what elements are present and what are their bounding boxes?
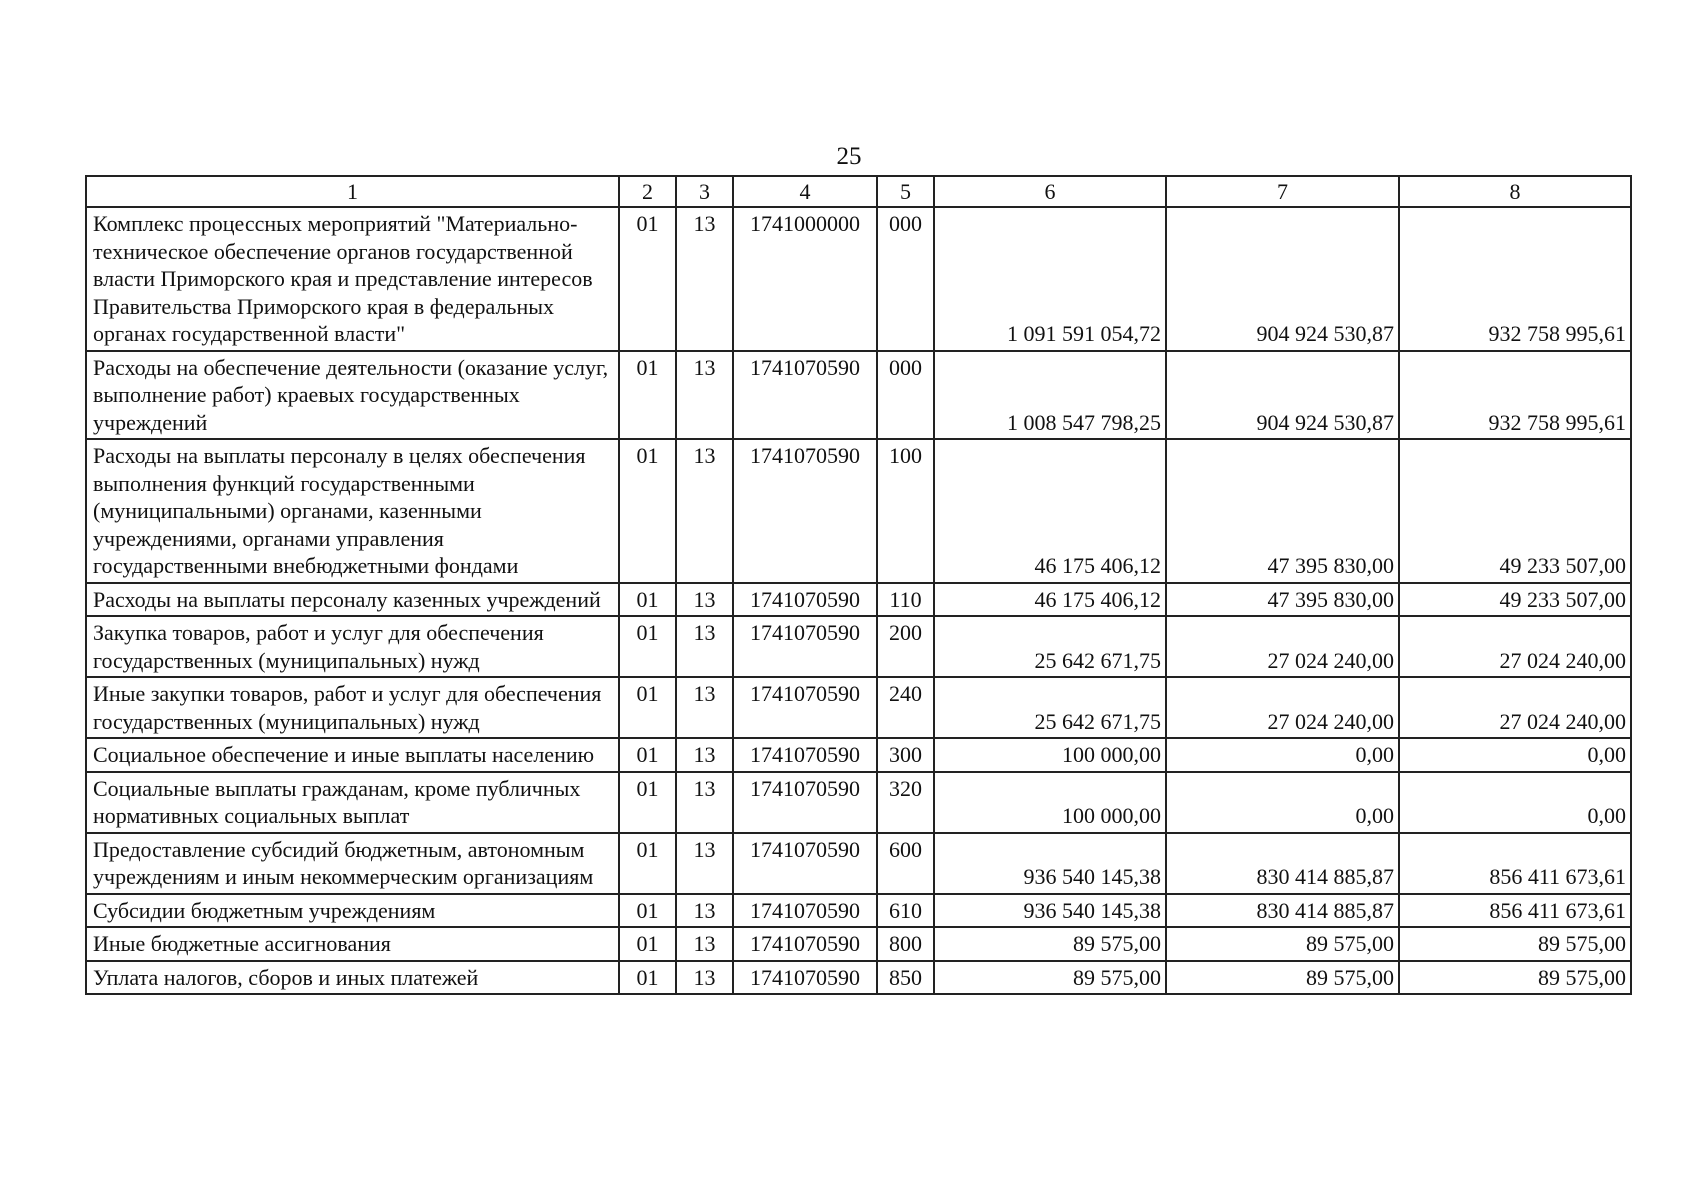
- subsection-code: 13: [676, 583, 733, 617]
- section-code: 01: [619, 833, 676, 894]
- column-header: 7: [1166, 176, 1399, 207]
- amount-col-8: 49 233 507,00: [1399, 583, 1631, 617]
- section-code: 01: [619, 738, 676, 772]
- amount-col-7: 904 924 530,87: [1166, 351, 1399, 440]
- table-row: [86, 439, 1631, 583]
- table-row: [86, 833, 1631, 894]
- expense-type-code: 110: [877, 583, 934, 617]
- amount-col-6: 936 540 145,38: [934, 833, 1166, 894]
- amount-col-7: 0,00: [1166, 772, 1399, 833]
- row-description: Расходы на выплаты персоналу в целях обеспечения выполнения функций государственными (муниципальными) органами, казенными учреждениями, органами управления государственными внебюджетными фондами: [86, 439, 619, 583]
- amount-col-8: 89 575,00: [1399, 927, 1631, 961]
- expense-type-code: 300: [877, 738, 934, 772]
- subsection-code: 13: [676, 616, 733, 677]
- row-description: Предоставление субсидий бюджетным, автономным учреждениям и иным некоммерческим организациям: [86, 833, 619, 894]
- page-number: 25: [836, 143, 862, 170]
- amount-col-6: 25 642 671,75: [934, 616, 1166, 677]
- column-header: 3: [676, 176, 733, 207]
- amount-col-8: 49 233 507,00: [1399, 439, 1631, 583]
- subsection-code: 13: [676, 439, 733, 583]
- section-code: 01: [619, 439, 676, 583]
- section-code: 01: [619, 351, 676, 440]
- target-article-code: 1741070590: [733, 677, 877, 738]
- amount-col-8: 932 758 995,61: [1399, 351, 1631, 440]
- table-row: [86, 738, 1631, 772]
- amount-col-6: 89 575,00: [934, 927, 1166, 961]
- amount-col-7: 27 024 240,00: [1166, 616, 1399, 677]
- section-code: 01: [619, 677, 676, 738]
- section-code: 01: [619, 894, 676, 928]
- amount-col-6: 1 008 547 798,25: [934, 351, 1166, 440]
- column-header: 5: [877, 176, 934, 207]
- target-article-code: 1741070590: [733, 772, 877, 833]
- target-article-code: 1741070590: [733, 616, 877, 677]
- amount-col-7: 27 024 240,00: [1166, 677, 1399, 738]
- row-description: Иные закупки товаров, работ и услуг для обеспечения государственных (муниципальных) нужд: [86, 677, 619, 738]
- expense-type-code: 850: [877, 961, 934, 995]
- table-row: [86, 616, 1631, 677]
- subsection-code: 13: [676, 351, 733, 440]
- column-header: 1: [86, 176, 619, 207]
- section-code: 01: [619, 616, 676, 677]
- column-header: 4: [733, 176, 877, 207]
- amount-col-8: 0,00: [1399, 772, 1631, 833]
- subsection-code: 13: [676, 961, 733, 995]
- row-description: Расходы на выплаты персоналу казенных учреждений: [86, 583, 619, 617]
- amount-col-7: 89 575,00: [1166, 961, 1399, 995]
- table-row: [86, 772, 1631, 833]
- amount-col-7: 904 924 530,87: [1166, 207, 1399, 351]
- subsection-code: 13: [676, 927, 733, 961]
- expense-type-code: 200: [877, 616, 934, 677]
- amount-col-7: 830 414 885,87: [1166, 894, 1399, 928]
- row-description: Комплекс процессных мероприятий "Материально-техническое обеспечение органов государственной власти Приморского края и представление интересов Правительства Приморского края в федеральных органах государственной власти": [86, 207, 619, 351]
- amount-col-8: 27 024 240,00: [1399, 677, 1631, 738]
- amount-col-7: 47 395 830,00: [1166, 439, 1399, 583]
- expense-type-code: 000: [877, 207, 934, 351]
- target-article-code: 1741070590: [733, 833, 877, 894]
- row-description: Социальное обеспечение и иные выплаты населению: [86, 738, 619, 772]
- amount-col-8: 856 411 673,61: [1399, 833, 1631, 894]
- column-header: 6: [934, 176, 1166, 207]
- expense-type-code: 600: [877, 833, 934, 894]
- amount-col-6: 46 175 406,12: [934, 583, 1166, 617]
- amount-col-8: 0,00: [1399, 738, 1631, 772]
- amount-col-8: 856 411 673,61: [1399, 894, 1631, 928]
- subsection-code: 13: [676, 677, 733, 738]
- section-code: 01: [619, 772, 676, 833]
- amount-col-6: 100 000,00: [934, 738, 1166, 772]
- subsection-code: 13: [676, 894, 733, 928]
- target-article-code: 1741070590: [733, 738, 877, 772]
- row-description: Закупка товаров, работ и услуг для обеспечения государственных (муниципальных) нужд: [86, 616, 619, 677]
- table-row: [86, 927, 1631, 961]
- column-header: 2: [619, 176, 676, 207]
- target-article-code: 1741070590: [733, 351, 877, 440]
- header-row: [86, 176, 1631, 207]
- row-description: Субсидии бюджетным учреждениям: [86, 894, 619, 928]
- table-row: [86, 351, 1631, 440]
- row-description: Уплата налогов, сборов и иных платежей: [86, 961, 619, 995]
- subsection-code: 13: [676, 772, 733, 833]
- target-article-code: 1741070590: [733, 894, 877, 928]
- section-code: 01: [619, 583, 676, 617]
- amount-col-8: 89 575,00: [1399, 961, 1631, 995]
- amount-col-8: 27 024 240,00: [1399, 616, 1631, 677]
- amount-col-7: 830 414 885,87: [1166, 833, 1399, 894]
- table-row: [86, 894, 1631, 928]
- section-code: 01: [619, 927, 676, 961]
- amount-col-6: 46 175 406,12: [934, 439, 1166, 583]
- expense-type-code: 000: [877, 351, 934, 440]
- table-row: [86, 961, 1631, 995]
- amount-col-7: 0,00: [1166, 738, 1399, 772]
- row-description: Социальные выплаты гражданам, кроме публичных нормативных социальных выплат: [86, 772, 619, 833]
- expense-type-code: 240: [877, 677, 934, 738]
- subsection-code: 13: [676, 833, 733, 894]
- subsection-code: 13: [676, 207, 733, 351]
- amount-col-6: 25 642 671,75: [934, 677, 1166, 738]
- target-article-code: 1741070590: [733, 961, 877, 995]
- target-article-code: 1741000000: [733, 207, 877, 351]
- row-description: Расходы на обеспечение деятельности (оказание услуг, выполнение работ) краевых государственных учреждений: [86, 351, 619, 440]
- amount-col-7: 89 575,00: [1166, 927, 1399, 961]
- section-code: 01: [619, 207, 676, 351]
- target-article-code: 1741070590: [733, 583, 877, 617]
- row-description: Иные бюджетные ассигнования: [86, 927, 619, 961]
- target-article-code: 1741070590: [733, 927, 877, 961]
- amount-col-6: 89 575,00: [934, 961, 1166, 995]
- amount-col-6: 1 091 591 054,72: [934, 207, 1166, 351]
- amount-col-8: 932 758 995,61: [1399, 207, 1631, 351]
- expense-type-code: 100: [877, 439, 934, 583]
- amount-col-6: 100 000,00: [934, 772, 1166, 833]
- expense-type-code: 320: [877, 772, 934, 833]
- subsection-code: 13: [676, 738, 733, 772]
- target-article-code: 1741070590: [733, 439, 877, 583]
- table-row: [86, 677, 1631, 738]
- section-code: 01: [619, 961, 676, 995]
- table-row: [86, 207, 1631, 351]
- expense-type-code: 610: [877, 894, 934, 928]
- column-header: 8: [1399, 176, 1631, 207]
- table-row: [86, 583, 1631, 617]
- expense-type-code: 800: [877, 927, 934, 961]
- amount-col-7: 47 395 830,00: [1166, 583, 1399, 617]
- amount-col-6: 936 540 145,38: [934, 894, 1166, 928]
- budget-table: [85, 175, 1632, 995]
